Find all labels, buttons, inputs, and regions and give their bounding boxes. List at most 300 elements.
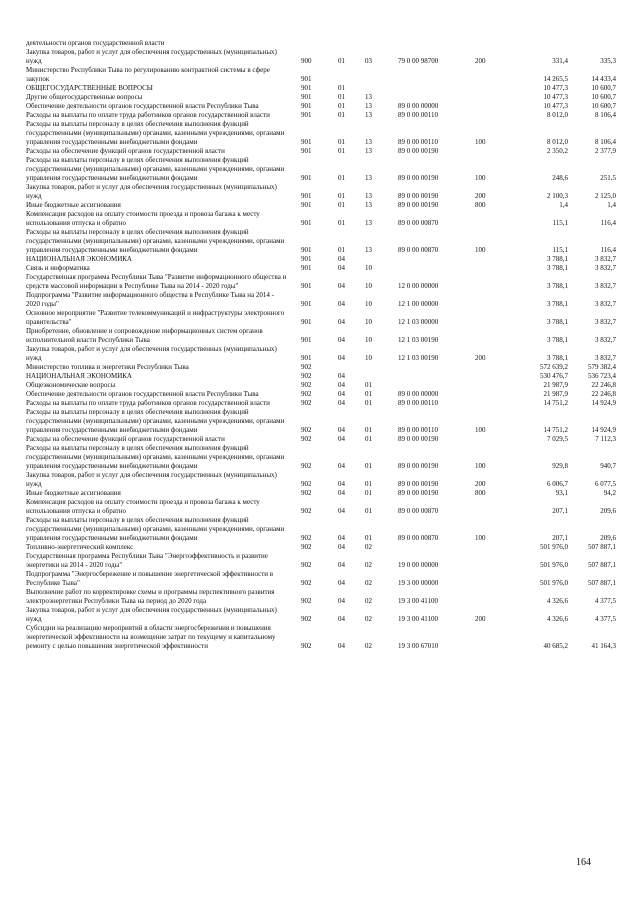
cell-rz: 04 <box>338 372 345 380</box>
row-name: Государственная программа Республики Тыва "Энергоэффективность и развитие энергетики на 2014 - 2020 годы" <box>26 552 268 569</box>
cell-s2: 14 924,9 <box>591 426 616 434</box>
cell-pr: 01 <box>365 390 372 398</box>
cell-s2: 507 887,1 <box>588 543 616 551</box>
cell-s1: 14 265,5 <box>543 75 568 83</box>
row-name: деятельности органов государственной власти <box>26 39 165 47</box>
cell-s1: 501 976,0 <box>540 561 568 569</box>
row-name: Расходы на выплаты персоналу в целях обеспечения выполнения функций государственными (муниципальными) органами, казенными учреждениями, органами управления государственными внебюджетными фондами <box>26 228 285 254</box>
cell-rz: 04 <box>338 300 345 308</box>
cell-s2: 507 887,1 <box>588 561 616 569</box>
cell-min: 901 <box>301 264 312 272</box>
row-name: Государственная программа Республики Тыва "Развитие информационного общества и средств массовой информации в Республике Тыва на 2014 - 2020 годы" <box>26 273 287 290</box>
cell-s1: 8 012,0 <box>547 138 568 146</box>
cell-min: 902 <box>301 363 312 371</box>
row-name: Расходы на выплаты персоналу в целях обеспечения выполнения функций государственными (муниципальными) органами, казенными учреждениями, органами управления государственными внебюджетными фондами <box>26 408 285 434</box>
cell-s1: 3 788,1 <box>547 300 568 308</box>
cell-pr: 01 <box>365 435 372 443</box>
table-row <box>26 435 616 444</box>
cell-csr: 12 1 03 00190 <box>398 354 439 362</box>
cell-rz: 04 <box>338 336 345 344</box>
cell-rz: 01 <box>338 201 345 209</box>
cell-rz: 04 <box>338 579 345 587</box>
cell-s1: 2 100,3 <box>547 192 568 200</box>
cell-rz: 04 <box>338 282 345 290</box>
cell-min: 901 <box>301 354 312 362</box>
row-name: Министерство Республики Тыва по регулированию контрактной системы в сфере закупок <box>26 66 270 83</box>
cell-rz: 01 <box>338 57 345 65</box>
cell-s2: 3 832,7 <box>595 354 616 362</box>
cell-vr: 200 <box>475 57 486 65</box>
cell-pr: 01 <box>365 381 372 389</box>
table-row <box>26 444 616 471</box>
cell-s2: 3 832,7 <box>595 264 616 272</box>
cell-csr: 19 3 00 41100 <box>398 615 438 623</box>
cell-csr: 89 0 00 00110 <box>398 138 438 146</box>
cell-s1: 3 788,1 <box>547 336 568 344</box>
cell-pr: 13 <box>365 174 372 182</box>
cell-rz: 01 <box>338 111 345 119</box>
cell-s1: 3 788,1 <box>547 318 568 326</box>
cell-min: 902 <box>301 435 312 443</box>
cell-min: 902 <box>301 507 312 515</box>
table-row <box>26 111 616 120</box>
table-row <box>26 399 616 408</box>
cell-pr: 02 <box>365 543 372 551</box>
cell-rz: 04 <box>338 543 345 551</box>
row-name: Расходы на выплаты по оплате труда работников органов государственной власти <box>26 399 270 407</box>
cell-rz: 04 <box>338 489 345 497</box>
row-name: Иные бюджетные ассигнования <box>26 489 121 497</box>
cell-pr: 02 <box>365 561 372 569</box>
cell-s1: 10 477,3 <box>543 84 568 92</box>
cell-s2: 2 125,0 <box>595 192 616 200</box>
cell-s2: 94,2 <box>603 489 616 497</box>
cell-s1: 501 976,0 <box>540 543 568 551</box>
cell-s2: 8 106,4 <box>595 111 616 119</box>
cell-rz: 04 <box>338 507 345 515</box>
cell-s1: 929,8 <box>552 462 568 470</box>
cell-rz: 04 <box>338 426 345 434</box>
cell-s1: 115,1 <box>552 219 568 227</box>
cell-s2: 2 377,9 <box>595 147 616 155</box>
cell-pr: 13 <box>365 138 372 146</box>
table-row <box>26 570 616 588</box>
row-name: Общеэкономические вопросы <box>26 381 116 389</box>
row-name: Расходы на выплаты персоналу в целях обеспечения выполнения функций государственными (муниципальными) органами, казенными учреждениями, органами управления государственными внебюджетными фондами <box>26 156 285 182</box>
cell-s2: 3 832,7 <box>595 282 616 290</box>
cell-s1: 3 788,1 <box>547 282 568 290</box>
row-name: Подпрограмма "Развитие информационного общества в Республике Тыва на 2014 - 2020 годы" <box>26 291 274 308</box>
row-name: Закупка товаров, работ и услуг для обеспечения государственных (муниципальных) нужд <box>26 48 277 65</box>
cell-s1: 4 326,6 <box>547 615 568 623</box>
table-row <box>26 264 616 273</box>
table-row <box>26 390 616 399</box>
cell-csr: 19 3 00 41100 <box>398 597 438 605</box>
row-name: Иные бюджетные ассигнования <box>26 201 121 209</box>
cell-vr: 100 <box>475 174 486 182</box>
cell-vr: 200 <box>475 480 486 488</box>
cell-csr: 79 0 00 98700 <box>398 57 439 65</box>
cell-min: 902 <box>301 642 312 650</box>
cell-rz: 04 <box>338 318 345 326</box>
table-row <box>26 552 616 570</box>
cell-s1: 21 987,9 <box>543 381 568 389</box>
cell-csr: 89 0 00 00190 <box>398 435 439 443</box>
cell-rz: 01 <box>338 219 345 227</box>
cell-s2: 3 832,7 <box>595 300 616 308</box>
cell-s1: 7 029,5 <box>547 435 568 443</box>
cell-s1: 530 476,7 <box>540 372 568 380</box>
cell-rz: 01 <box>338 138 345 146</box>
cell-s2: 10 600,7 <box>591 84 616 92</box>
cell-csr: 89 0 00 00870 <box>398 246 439 254</box>
cell-s2: 3 832,7 <box>595 318 616 326</box>
table-row <box>26 327 616 345</box>
row-name: Компенсация расходов на оплату стоимости проезда и провоза багажа к месту использования отпуска и обратно <box>26 498 260 515</box>
cell-s1: 572 639,2 <box>540 363 568 371</box>
cell-s2: 14 433,4 <box>591 75 616 83</box>
cell-s1: 3 788,1 <box>547 255 568 263</box>
cell-csr: 89 0 00 00870 <box>398 219 439 227</box>
cell-csr: 89 0 00 00110 <box>398 399 438 407</box>
cell-rz: 01 <box>338 147 345 155</box>
row-name: Закупка товаров, работ и услуг для обеспечения государственных (муниципальных) нужд <box>26 183 277 200</box>
table-row <box>26 228 616 255</box>
cell-min: 902 <box>301 561 312 569</box>
cell-rz: 04 <box>338 462 345 470</box>
row-name: Приобретение, обновление и сопровождение информационных систем органов исполнительной власти Республики Тыва <box>26 327 263 344</box>
cell-s1: 3 788,1 <box>547 354 568 362</box>
cell-csr: 19 3 00 00000 <box>398 579 439 587</box>
cell-min: 902 <box>301 579 312 587</box>
cell-vr: 200 <box>475 354 486 362</box>
cell-s2: 209,6 <box>600 507 616 515</box>
cell-rz: 01 <box>338 84 345 92</box>
cell-pr: 10 <box>365 300 372 308</box>
cell-csr: 89 0 00 00190 <box>398 462 439 470</box>
table-row <box>26 183 616 201</box>
cell-min: 902 <box>301 462 312 470</box>
cell-s1: 3 788,1 <box>547 264 568 272</box>
cell-s2: 10 600,7 <box>591 93 616 101</box>
cell-pr: 01 <box>365 399 372 407</box>
table-row <box>26 516 616 543</box>
cell-rz: 04 <box>338 480 345 488</box>
cell-s1: 8 012,0 <box>547 111 568 119</box>
cell-s2: 209,6 <box>600 534 616 542</box>
cell-pr: 13 <box>365 102 372 110</box>
cell-min: 901 <box>301 201 312 209</box>
table-row <box>26 93 616 102</box>
row-name: Расходы на выплаты по оплате труда работников органов государственной власти <box>26 111 270 119</box>
cell-s2: 1,4 <box>607 201 616 209</box>
cell-pr: 10 <box>365 264 372 272</box>
cell-min: 902 <box>301 597 312 605</box>
table-row <box>26 471 616 489</box>
cell-pr: 02 <box>365 615 372 623</box>
cell-csr: 12 0 00 00000 <box>398 282 439 290</box>
table-row <box>26 624 616 651</box>
cell-csr: 89 0 00 00110 <box>398 426 438 434</box>
table-row <box>26 588 616 606</box>
cell-s1: 21 987,9 <box>543 390 568 398</box>
cell-s1: 248,6 <box>552 174 568 182</box>
cell-csr: 12 1 00 00000 <box>398 300 439 308</box>
row-name: НАЦИОНАЛЬНАЯ ЭКОНОМИКА <box>26 255 132 263</box>
cell-min: 901 <box>301 102 312 110</box>
table-row <box>26 201 616 210</box>
cell-min: 901 <box>301 93 312 101</box>
cell-csr: 89 0 00 00870 <box>398 507 439 515</box>
cell-min: 901 <box>301 246 312 254</box>
cell-min: 902 <box>301 543 312 551</box>
cell-rz: 01 <box>338 192 345 200</box>
row-name: Связь и информатика <box>26 264 90 272</box>
cell-min: 902 <box>301 615 312 623</box>
cell-s1: 14 751,2 <box>543 399 568 407</box>
cell-s2: 536 723,4 <box>588 372 616 380</box>
table-row <box>26 363 616 372</box>
table-row <box>26 102 616 111</box>
cell-vr: 800 <box>475 489 486 497</box>
cell-pr: 02 <box>365 597 372 605</box>
cell-s2: 940,7 <box>600 462 616 470</box>
cell-pr: 01 <box>365 489 372 497</box>
cell-vr: 100 <box>475 138 486 146</box>
cell-s1: 1,4 <box>559 201 568 209</box>
table-row <box>26 210 616 228</box>
table-row <box>26 345 616 363</box>
cell-pr: 13 <box>365 246 372 254</box>
table-row <box>26 66 616 84</box>
cell-pr: 01 <box>365 426 372 434</box>
cell-s2: 8 106,4 <box>595 138 616 146</box>
cell-rz: 04 <box>338 597 345 605</box>
cell-pr: 13 <box>365 147 372 155</box>
row-name: НАЦИОНАЛЬНАЯ ЭКОНОМИКА <box>26 372 132 380</box>
row-name: ОБЩЕГОСУДАРСТВЕННЫЕ ВОПРОСЫ <box>26 84 153 92</box>
cell-vr: 800 <box>475 201 486 209</box>
cell-s2: 6 077,5 <box>595 480 616 488</box>
cell-vr: 200 <box>475 615 486 623</box>
table-row <box>26 309 616 327</box>
cell-min: 902 <box>301 480 312 488</box>
cell-s1: 10 477,3 <box>543 93 568 101</box>
cell-rz: 04 <box>338 642 345 650</box>
cell-csr: 89 0 00 00190 <box>398 489 439 497</box>
cell-min: 902 <box>301 534 312 542</box>
row-name: Подпрограмма "Энергосбережение и повышение энергетической эффективности в Республике Тыва" <box>26 570 274 587</box>
cell-min: 901 <box>301 138 312 146</box>
cell-vr: 100 <box>475 246 486 254</box>
cell-s1: 2 350,2 <box>547 147 568 155</box>
cell-rz: 04 <box>338 381 345 389</box>
cell-s2: 4 377,5 <box>595 615 616 623</box>
cell-min: 901 <box>301 300 312 308</box>
cell-min: 901 <box>301 336 312 344</box>
cell-rz: 01 <box>338 102 345 110</box>
table-row <box>26 372 616 381</box>
table-row <box>26 381 616 390</box>
budget-table <box>26 39 616 651</box>
cell-s1: 207,1 <box>552 507 568 515</box>
cell-min: 901 <box>301 174 312 182</box>
cell-vr: 100 <box>475 426 486 434</box>
cell-pr: 01 <box>365 507 372 515</box>
cell-pr: 02 <box>365 642 372 650</box>
cell-rz: 04 <box>338 255 345 263</box>
row-name: Расходы на выплаты персоналу в целях обеспечения выполнения функций государственными (муниципальными) органами, казенными учреждениями, органами управления государственными внебюджетными фондами <box>26 444 285 470</box>
row-name: Топливно-энергетический комплекс <box>26 543 134 551</box>
cell-rz: 04 <box>338 615 345 623</box>
cell-s1: 93,1 <box>555 489 568 497</box>
row-name: Закупка товаров, работ и услуг для обеспечения государственных (муниципальных) нужд <box>26 606 277 623</box>
cell-rz: 01 <box>338 174 345 182</box>
cell-pr: 01 <box>365 462 372 470</box>
row-name: Закупка товаров, работ и услуг для обеспечения государственных (муниципальных) нужд <box>26 345 277 362</box>
cell-s1: 6 006,7 <box>547 480 568 488</box>
row-name: Расходы на выплаты персоналу в целях обеспечения выполнения функций государственными (муниципальными) органами, казенными учреждениями, органами управления государственными внебюджетными фондами <box>26 516 285 542</box>
cell-rz: 04 <box>338 354 345 362</box>
table-row <box>26 84 616 93</box>
cell-rz: 04 <box>338 390 345 398</box>
table-row <box>26 255 616 264</box>
cell-csr: 89 0 00 00190 <box>398 201 439 209</box>
cell-csr: 12 1 03 00190 <box>398 336 439 344</box>
cell-s2: 116,4 <box>600 246 616 254</box>
cell-s1: 10 477,3 <box>543 102 568 110</box>
cell-rz: 04 <box>338 435 345 443</box>
cell-min: 901 <box>301 75 312 83</box>
row-name: Выполнение работ по корректировке схемы и программы перспективного развития электроэнергетики Республики Тыва на период до 2020 года <box>26 588 275 605</box>
page-number: 164 <box>576 857 591 868</box>
cell-s2: 41 164,3 <box>591 642 616 650</box>
row-name: Основное мероприятие "Развитие телекоммуникаций и инфраструктуры электронного правительства" <box>26 309 285 326</box>
table-row <box>26 147 616 156</box>
cell-pr: 13 <box>365 201 372 209</box>
cell-s2: 579 382,4 <box>588 363 616 371</box>
cell-s1: 40 685,2 <box>543 642 568 650</box>
cell-csr: 19 3 00 67010 <box>398 642 439 650</box>
cell-pr: 10 <box>365 282 372 290</box>
table-row <box>26 498 616 516</box>
cell-pr: 10 <box>365 336 372 344</box>
cell-rz: 04 <box>338 561 345 569</box>
cell-s2: 22 246,8 <box>591 390 616 398</box>
cell-rz: 04 <box>338 264 345 272</box>
cell-min: 901 <box>301 282 312 290</box>
cell-rz: 04 <box>338 399 345 407</box>
row-name: Закупка товаров, работ и услуг для обеспечения государственных (муниципальных) нужд <box>26 471 277 488</box>
cell-s2: 335,3 <box>600 57 616 65</box>
cell-pr: 01 <box>365 480 372 488</box>
cell-s1: 14 751,2 <box>543 426 568 434</box>
cell-min: 901 <box>301 219 312 227</box>
cell-s2: 7 112,3 <box>595 435 616 443</box>
row-name: Расходы на выплаты персоналу в целях обеспечения выполнения функций государственными (муниципальными) органами, казенными учреждениями, органами управления государственными внебюджетными фондами <box>26 120 285 146</box>
cell-vr: 100 <box>475 462 486 470</box>
table-row <box>26 156 616 183</box>
cell-min: 901 <box>301 84 312 92</box>
cell-min: 901 <box>301 318 312 326</box>
cell-s2: 3 832,7 <box>595 255 616 263</box>
cell-s2: 116,4 <box>600 219 616 227</box>
cell-s2: 507 887,1 <box>588 579 616 587</box>
cell-s2: 3 832,7 <box>595 336 616 344</box>
cell-pr: 13 <box>365 93 372 101</box>
table-row <box>26 543 616 552</box>
cell-min: 901 <box>301 147 312 155</box>
cell-s1: 501 976,0 <box>540 579 568 587</box>
cell-min: 902 <box>301 426 312 434</box>
cell-s1: 115,1 <box>552 246 568 254</box>
cell-vr: 200 <box>475 192 486 200</box>
cell-min: 901 <box>301 255 312 263</box>
cell-s2: 10 600,7 <box>591 102 616 110</box>
cell-s2: 14 924,9 <box>591 399 616 407</box>
row-name: Министерство топлива и энергетики Республики Тыва <box>26 363 189 371</box>
table-row <box>26 408 616 435</box>
cell-csr: 89 0 00 00190 <box>398 147 439 155</box>
row-name: Расходы на обеспечение функций органов государственной власти <box>26 147 225 155</box>
cell-csr: 89 0 00 00110 <box>398 111 438 119</box>
table-row <box>26 48 616 66</box>
cell-min: 902 <box>301 399 312 407</box>
cell-rz: 01 <box>338 93 345 101</box>
cell-min: 900 <box>301 57 312 65</box>
cell-pr: 02 <box>365 579 372 587</box>
cell-min: 902 <box>301 372 312 380</box>
cell-pr: 01 <box>365 534 372 542</box>
cell-s1: 4 326,6 <box>547 597 568 605</box>
table-row <box>26 273 616 291</box>
cell-csr: 12 1 03 00000 <box>398 318 439 326</box>
cell-min: 902 <box>301 489 312 497</box>
cell-csr: 89 0 00 00000 <box>398 102 439 110</box>
cell-pr: 13 <box>365 192 372 200</box>
cell-rz: 01 <box>338 246 345 254</box>
cell-pr: 10 <box>365 318 372 326</box>
cell-vr: 100 <box>475 534 486 542</box>
table-row <box>26 39 616 48</box>
row-name: Обеспечение деятельности органов государственной власти Республики Тыва <box>26 102 259 110</box>
cell-min: 901 <box>301 192 312 200</box>
cell-s2: 4 377,5 <box>595 597 616 605</box>
row-name: Компенсация расходов на оплату стоимости проезда и провоза багажа к месту использования отпуска и обратно <box>26 210 260 227</box>
cell-pr: 13 <box>365 111 372 119</box>
cell-rz: 04 <box>338 534 345 542</box>
table-row <box>26 489 616 498</box>
table-row <box>26 606 616 624</box>
cell-csr: 89 0 00 00190 <box>398 192 439 200</box>
row-name: Субсидии на реализацию мероприятий в области энергосбережения и повышения энергетической эффективности на возмещение затрат по текущему и капитальному ремонту с целью повышения энергетической эффективности <box>26 624 276 650</box>
cell-csr: 89 0 00 00000 <box>398 390 439 398</box>
cell-s1: 331,4 <box>552 57 568 65</box>
cell-csr: 19 0 00 00000 <box>398 561 439 569</box>
row-name: Расходы на обеспечение функций органов государственной власти <box>26 435 225 443</box>
cell-csr: 89 0 00 00190 <box>398 174 439 182</box>
cell-pr: 10 <box>365 354 372 362</box>
row-name: Другие общегосударственные вопросы <box>26 93 143 101</box>
cell-s2: 22 246,8 <box>591 381 616 389</box>
cell-pr: 03 <box>365 57 372 65</box>
row-name: Обеспечение деятельности органов государственной власти Республики Тыва <box>26 390 259 398</box>
cell-pr: 13 <box>365 219 372 227</box>
cell-min: 902 <box>301 381 312 389</box>
cell-min: 901 <box>301 111 312 119</box>
cell-s1: 207,1 <box>552 534 568 542</box>
cell-min: 902 <box>301 390 312 398</box>
